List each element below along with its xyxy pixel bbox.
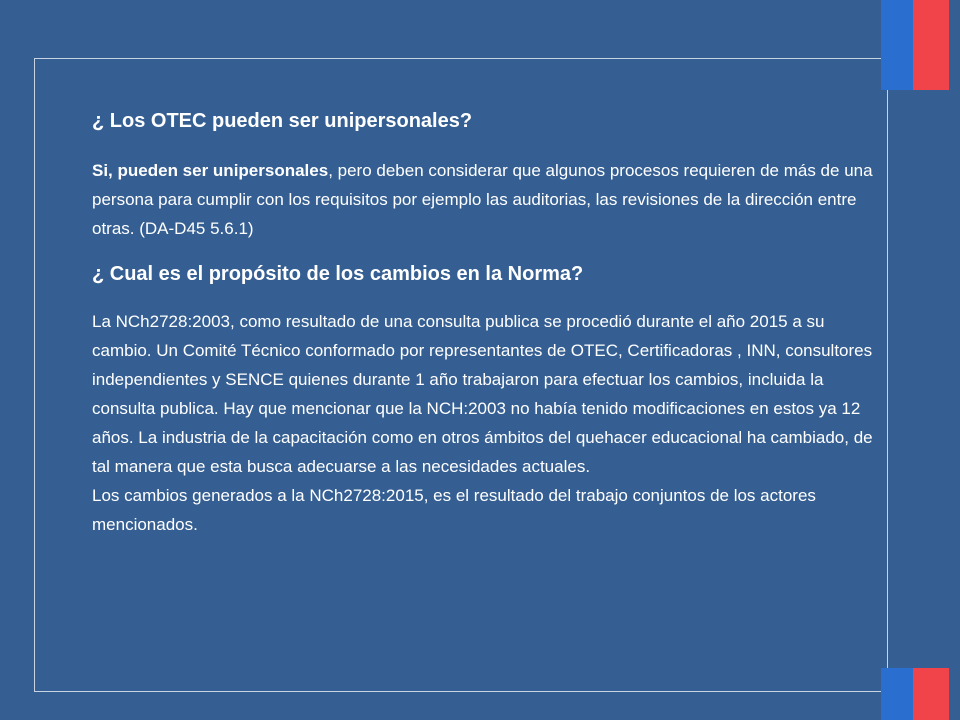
answer-2-paragraph-2: Los cambios generados a la NCh2728:2015, es el resultado del trabajo conjuntos de los actores mencionados. (92, 486, 816, 534)
answer-1-rest: , pero deben considerar que algunos procesos requieren de más de una persona para cumplir con los requisitos por ejemplo las auditorias, las revisiones de la dirección entre otras. (DA-D45 5.6.1) (92, 161, 873, 238)
flag-red-stripe (913, 0, 949, 90)
answer-2-paragraph-1: La NCh2728:2003, como resultado de una consulta publica se procedió durante el año 2015 a su cambio. Un Comité Técnico conformado por representantes de OTEC, Certificadoras , INN, consultores independientes y SENCE quienes durante 1 año trabajaron para efectuar los cambios, incluida la consulta publica. Hay que mencionar que la NCH:2003 no había tenido modificaciones en estos ya 12 años. La industria de la capacitación como en otros ámbitos del quehacer educacional ha cambiado, de tal manera que esta busca adecuarse a las necesidades actuales. (92, 312, 873, 476)
flag-blue-stripe (881, 0, 915, 90)
answer-1 (92, 156, 882, 243)
flag-stripe-bottom (881, 668, 949, 720)
answer-1-bold: Si, pueden ser unipersonales (92, 161, 329, 180)
question-2: ¿ Cual es el propósito de los cambios en la Norma? (92, 263, 584, 285)
question-1: ¿ Los OTEC pueden ser unipersonales? (92, 110, 473, 132)
flag-blue-stripe (881, 668, 915, 720)
flag-red-stripe (913, 668, 949, 720)
slide-content (92, 108, 882, 539)
flag-stripe-top (881, 0, 949, 90)
